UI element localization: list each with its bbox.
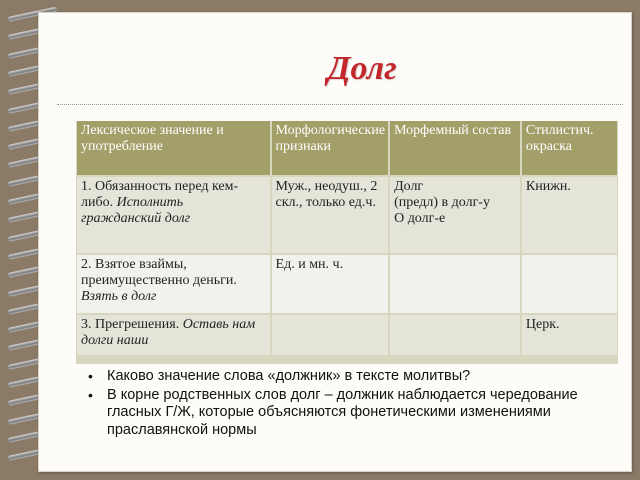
meaning-cell bbox=[77, 315, 270, 355]
meaning-text: 2. Взятое взаймы, преимущественно деньги. bbox=[81, 257, 237, 288]
slide-title: Долг bbox=[327, 50, 397, 87]
morpheme-line: О долг-е bbox=[394, 211, 446, 226]
morpheme-line: Долг bbox=[394, 179, 424, 194]
word-analysis-table bbox=[76, 121, 618, 364]
style-cell: Церк. bbox=[522, 315, 617, 355]
morpheme-cell bbox=[390, 177, 520, 253]
meaning-text: 3. Прегрешения. bbox=[81, 317, 180, 332]
meaning-example: Взять в долг bbox=[81, 289, 157, 304]
header-lexical-meaning: Лексическое значение и употребление bbox=[77, 121, 270, 175]
meaning-example: Оставь нам долги наши bbox=[81, 317, 256, 348]
meaning-example: Исполнить гражданский долг bbox=[81, 195, 191, 226]
meaning-cell bbox=[77, 255, 270, 313]
morph-cell bbox=[272, 315, 389, 355]
style-cell bbox=[522, 255, 617, 313]
morpheme-cell bbox=[390, 315, 520, 355]
bullet-icon: • bbox=[88, 368, 93, 384]
bullet-list bbox=[86, 368, 616, 440]
morpheme-line: (предл) в долг-у bbox=[394, 195, 490, 210]
header-morphological-features: Морфологические признаки bbox=[272, 121, 389, 175]
morpheme-cell bbox=[390, 255, 520, 313]
bullet-icon: • bbox=[88, 386, 93, 403]
meaning-cell bbox=[77, 177, 270, 253]
table-row bbox=[77, 177, 617, 253]
style-cell: Книжн. bbox=[522, 177, 617, 253]
morph-cell: Ед. и мн. ч. bbox=[272, 255, 389, 313]
morph-cell: Муж., неодуш., 2 скл., только ед.ч. bbox=[272, 177, 389, 253]
meaning-text: 1. Обязанность перед кем-либо. bbox=[81, 179, 239, 210]
list-item bbox=[86, 368, 616, 386]
table-row bbox=[77, 255, 617, 313]
table-row bbox=[77, 315, 617, 355]
list-item bbox=[86, 387, 616, 440]
header-stylistic-coloring: Стилистич. окраска bbox=[522, 121, 617, 175]
header-morpheme-structure: Морфемный состав bbox=[390, 121, 520, 175]
title-divider bbox=[57, 104, 623, 106]
bullet-text: В корне родственных слов долг – должник наблюдается чередование гласных Г/Ж, которые объясняются фонетическими изменениями праславянской нормы bbox=[107, 386, 578, 438]
bullet-text: Каково значение слова «должник» в тексте молитвы? bbox=[107, 368, 471, 384]
table-header-row bbox=[77, 121, 617, 175]
